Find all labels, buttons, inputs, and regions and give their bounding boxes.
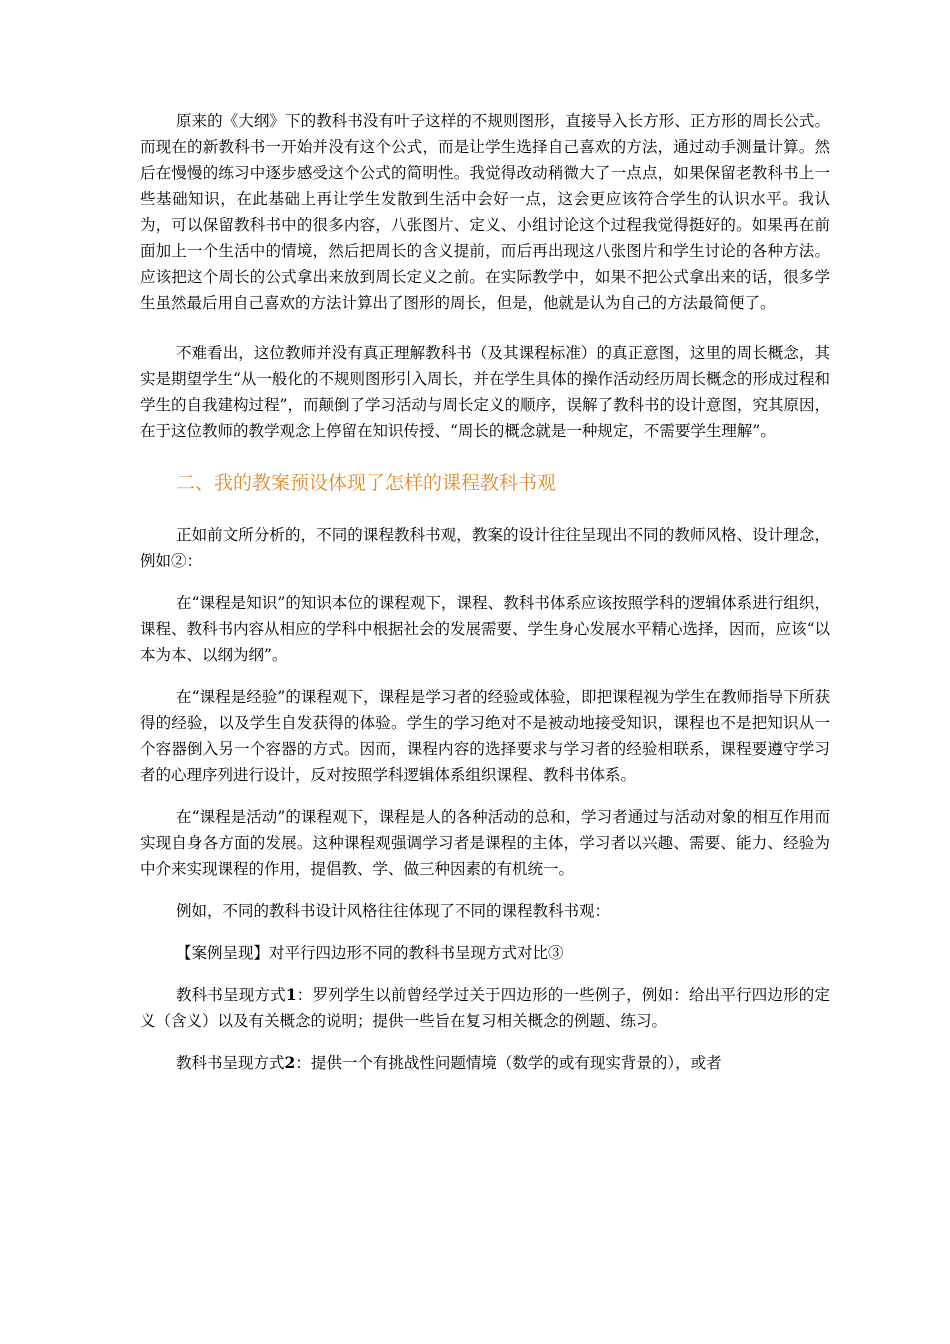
section-heading: 二、我的教案预设体现了怎样的课程教科书观: [176, 472, 557, 494]
paragraph-textbook-comparison: 原来的《大纲》下的教科书没有叶子这样的不规则图形，直接导入长方形、正方形的周长公式。而现在的新教科书一开始并没有这个公式，而是让学生选择自己喜欢的方法，通过动手测量计算。然后在慢慢的练习中逐步感受这个公式的简明性。我觉得改动稍微大了一点点，如果保留老教科书上一些基础知识，在此基础上再让学生发散到生活中会好一点，这会更应该符合学生的认识水平。我认为，可以保留教科书中的很多内容，八张图片、定义、小组讨论这个过程我觉得挺好的。如果再在前面加上一个生活中的情境，然后把周长的含义提前，而后再出现这八张图片和学生讨论的各种方法。应该把这个周长的公式拿出来放到周长定义之前。在实际教学中，如果不把公式拿出来的话，很多学生虽然最后用自己喜欢的方法计算出了图形的周长，但是，他就是认为自己的方法最简便了。: [140, 112, 830, 312]
paragraph-teacher-analysis: 不难看出，这位教师并没有真正理解教科书（及其课程标准）的真正意图，这里的周长概念，其实是期望学生“从一般化的不规则图形引入周长，并在学生具体的操作活动经历周长概念的形成过程和学生的自我建构过程”，而颠倒了学习活动与周长定义的顺序，误解了教科书的设计意图，究其原因，在于这位教师的教学观念上停留在知识传授、“周长的概念就是一种规定，不需要学生理解”。: [140, 344, 830, 440]
paragraph-curriculum-activity: 在“课程是活动”的课程观下，课程是人的各种活动的总和，学习者通过与活动对象的相互作用而实现自身各方面的发展。这种课程观强调学习者是课程的主体，学习者以兴趣、需要、能力、经验为中介来实现课程的作用，提倡教、学、做三种因素的有机统一。: [140, 808, 830, 878]
method-text: ：罗列学生以前曾经学过关于四边形的一些例子，例如：给出平行四边形的定义（含义）以及有关概念的说明；提供一些旨在复习相关概念的例题、练习。: [140, 986, 830, 1030]
paragraph-method-2: [140, 1050, 830, 1076]
method-label: 教科书呈现方式: [176, 986, 286, 1004]
paragraph-curriculum-experience: 在“课程是经验”的课程观下，课程是学习者的经验或体验，即把课程视为学生在教师指导下所获得的经验，以及学生自发获得的体验。学生的学习绝对不是被动地接受知识，课程也不是把知识从一个容器倒入另一个容器的方式。因而，课程内容的选择要求与学习者的经验相联系，课程要遵守学习者的心理序列进行设计，反对按照学科逻辑体系组织课程、教科书体系。: [140, 688, 830, 784]
document-page: [140, 108, 830, 1076]
paragraph-example-intro: 例如，不同的教科书设计风格往往体现了不同的课程教科书观：: [176, 902, 611, 920]
method-label: 教科书呈现方式: [176, 1054, 285, 1072]
method-text: ：提供一个有挑战性问题情境（数学的或有现实背景的），或者: [295, 1054, 722, 1072]
paragraph-intro-views: 正如前文所分析的，不同的课程教科书观，教案的设计往往呈现出不同的教师风格、设计理念，例如②：: [140, 526, 830, 570]
paragraph-curriculum-knowledge: 在“课程是知识”的知识本位的课程观下，课程、教科书体系应该按照学科的逻辑体系进行组织，课程、教科书内容从相应的学科中根据社会的发展需要、学生身心发展水平精心选择，因而，应该“以本为本、以纲为纲”。: [140, 594, 830, 664]
paragraph-method-1: [140, 982, 830, 1034]
method-number: 1: [285, 985, 297, 1004]
paragraph-case-title: 【案例呈现】对平行四边形不同的教科书呈现方式对比③: [176, 944, 564, 962]
method-number: 2: [284, 1053, 296, 1072]
